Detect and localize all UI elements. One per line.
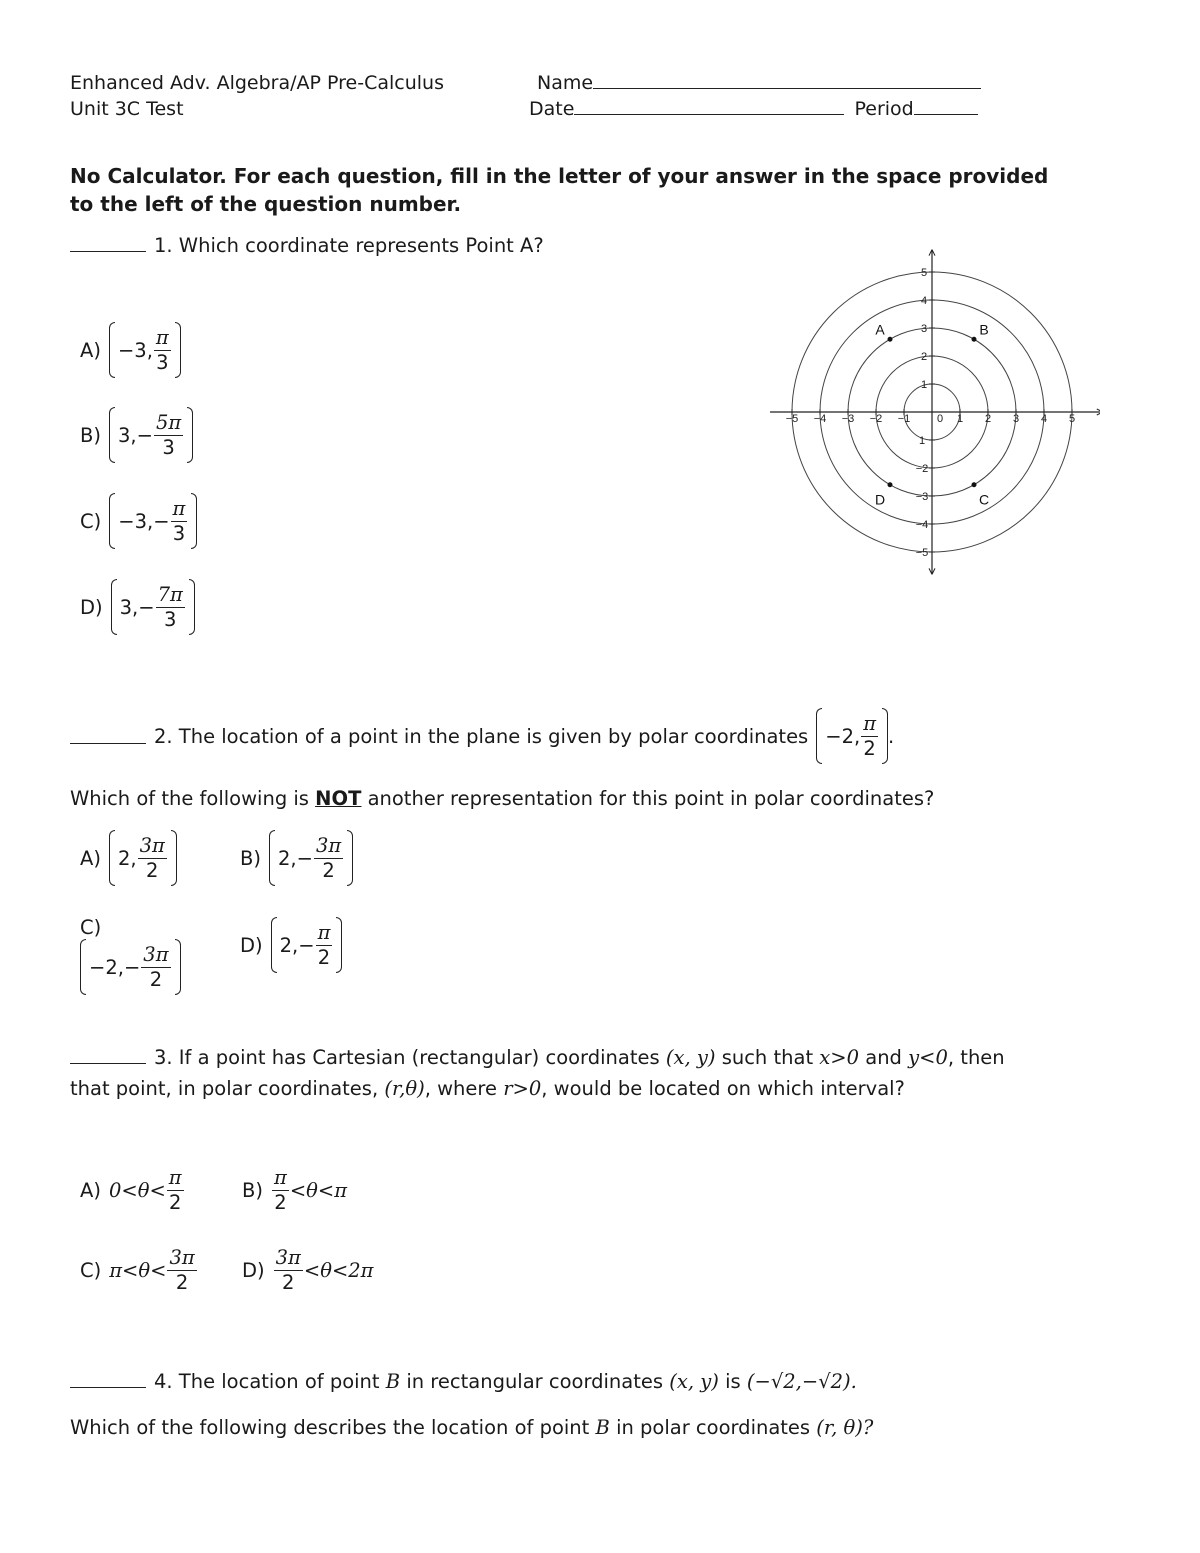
x-tick-label: −1	[897, 413, 911, 425]
point-a	[888, 337, 893, 342]
point-label-a: A	[875, 321, 885, 338]
answer-blank-1[interactable]	[70, 251, 146, 252]
point-label-c: C	[978, 491, 990, 508]
x-tick-label: 1	[956, 413, 964, 425]
x-tick-label: −5	[785, 413, 799, 425]
question-1-text: 1. Which coordinate represents Point A?	[154, 234, 544, 257]
q1-option-c[interactable]: C) −3, − $\frac{\pi}{3}$	[80, 493, 197, 549]
q1-option-d[interactable]: D) 3, − $\frac{7\pi}{3}$	[80, 579, 195, 635]
y-tick-label: 5	[920, 267, 928, 279]
q2-option-d[interactable]: D) 2, − $\frac{\pi}{2}$	[240, 917, 342, 973]
question-2: 2. The location of a point in the plane is given by polar coordinates −2, $\frac{\pi}{2}$ .	[70, 708, 894, 764]
q3-option-a[interactable]: A) 0<θ< $\frac{\pi}{2}$	[80, 1166, 182, 1214]
q3-option-d[interactable]: D) $\frac{3\pi}{2}$ <θ<2π	[242, 1246, 374, 1294]
x-tick-label: 5	[1068, 413, 1076, 425]
answer-blank-3[interactable]	[70, 1063, 146, 1064]
y-tick-label: 2	[920, 351, 928, 363]
x-tick-label: 3	[1012, 413, 1020, 425]
answer-blank-4[interactable]	[70, 1387, 146, 1388]
axis-ticks	[786, 267, 1075, 559]
course-title: Enhanced Adv. Algebra/AP Pre-Calculus	[70, 72, 444, 94]
question-4-line1: 4. The location of point B in rectangular coordinates (x, y) is (−√2,−√2).	[70, 1370, 857, 1393]
unit-title: Unit 3C Test	[70, 98, 184, 120]
date-blank[interactable]	[574, 114, 844, 115]
q1-option-a[interactable]: A) −3, $\frac{\pi}{3}$	[80, 322, 181, 378]
instructions: No Calculator. For each question, fill in the letter of your answer in the space provided to the left of the question number.	[70, 164, 1049, 216]
date-label: Date	[529, 98, 575, 120]
x-tick-label: −2	[869, 413, 883, 425]
polar-graph	[770, 245, 1100, 580]
x-tick-label: 0	[936, 413, 944, 425]
date-period-row	[529, 98, 978, 120]
name-field-row	[537, 72, 981, 94]
name-label: Name	[537, 72, 594, 94]
q2-option-c[interactable]: C) −2, − $\frac{3\pi}{2}$	[80, 916, 181, 995]
y-tick-label: 1	[920, 379, 928, 391]
question-1	[70, 234, 544, 257]
y-tick-label: 1	[918, 435, 926, 447]
point-b	[972, 337, 977, 342]
name-blank[interactable]	[593, 88, 981, 89]
x-tick-label: −3	[841, 413, 855, 425]
question-2-followup: Which of the following is NOT another representation for this point in polar coordinates?	[70, 787, 935, 810]
y-tick-label: −3	[915, 491, 929, 503]
x-tick-label: −4	[813, 413, 827, 425]
x-tick-label: 4	[1040, 413, 1048, 425]
question-3-line1: 3. If a point has Cartesian (rectangular) coordinates (x, y) such that x>0 and y<0, then	[70, 1046, 1005, 1069]
question-3-line2: that point, in polar coordinates, (r,θ), where r>0, would be located on which interval?	[70, 1077, 905, 1100]
q1-option-b[interactable]: B) 3, − $\frac{5\pi}{3}$	[80, 407, 193, 463]
period-label: Period	[854, 98, 914, 120]
question-4-line2: Which of the following describes the location of point B in polar coordinates (r, θ)?	[70, 1416, 874, 1439]
point-d	[888, 482, 893, 487]
question-2-text: 2. The location of a point in the plane is given by polar coordinates	[154, 724, 809, 748]
q4-coords: (−√2,−√2).	[746, 1370, 857, 1393]
q2-point: −2, $\frac{\pi}{2}$	[816, 708, 888, 764]
y-tick-label: 3	[920, 323, 928, 335]
y-tick-label: −2	[915, 463, 929, 475]
q3-option-c[interactable]: C) π<θ< $\frac{3\pi}{2}$	[80, 1246, 195, 1294]
q2-option-b[interactable]: B) 2, − $\frac{3\pi}{2}$	[240, 830, 353, 886]
y-tick-label: −4	[915, 519, 929, 531]
not-emphasis: NOT	[315, 787, 362, 810]
y-tick-label: 4	[920, 295, 928, 307]
y-tick-label: −5	[915, 547, 929, 559]
period-blank[interactable]	[914, 114, 978, 115]
x-tick-label: 2	[984, 413, 992, 425]
point-label-b: B	[979, 321, 989, 338]
point-label-d: D	[874, 491, 886, 508]
q3-option-b[interactable]: B) $\frac{\pi}{2}$ <θ<π	[242, 1166, 348, 1214]
q2-option-a[interactable]: A) 2, $\frac{3\pi}{2}$	[80, 830, 177, 886]
answer-blank-2[interactable]	[70, 743, 146, 744]
point-c	[972, 482, 977, 487]
